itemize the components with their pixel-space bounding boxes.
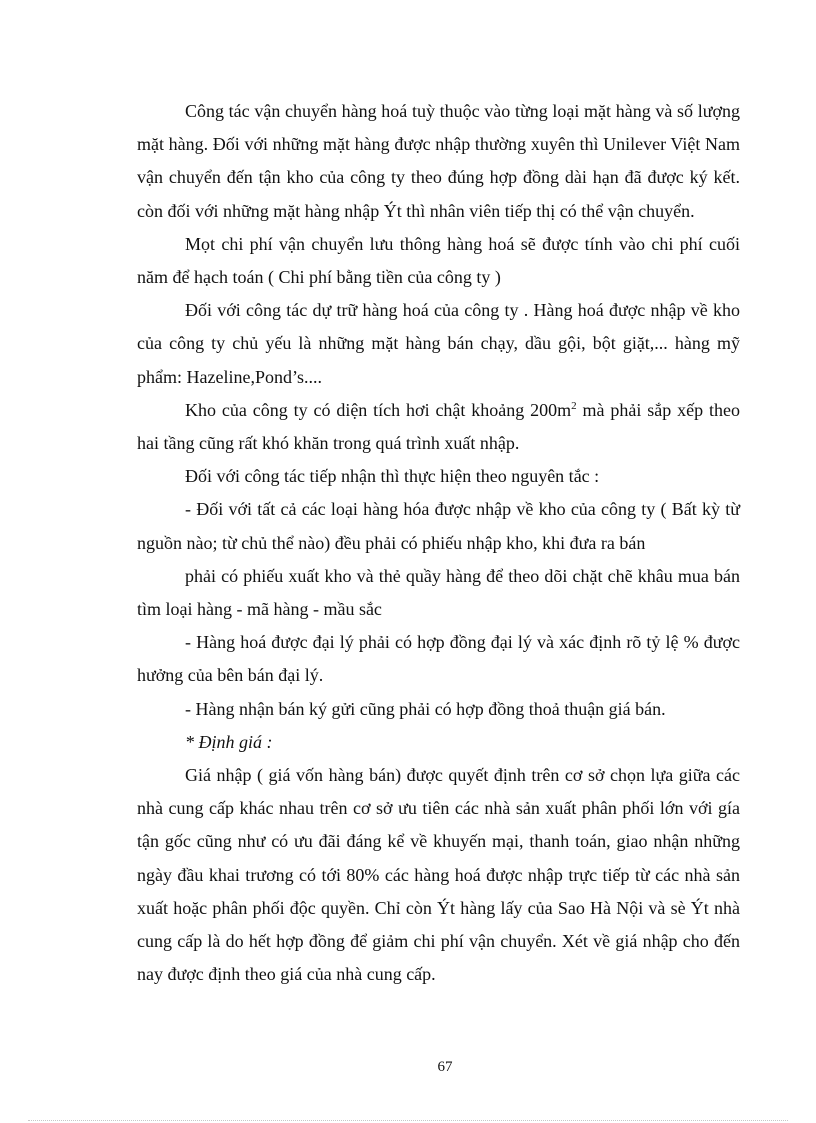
document-body bbox=[137, 95, 740, 991]
paragraph-inventory: Đối với công tác dự trữ hàng hoá của công ty . Hàng hoá được nhập về kho của công ty chủ yếu là những mặt hàng bán chạy, dầu gội, bột giặt,... hàng mỹ phẩm: Hazeline,Pond’s.... bbox=[137, 300, 740, 387]
paragraph-receiving-principle: Đối với công tác tiếp nhận thì thực hiện theo nguyên tắc : bbox=[185, 466, 600, 487]
paragraph-warehouse bbox=[137, 394, 740, 460]
area-superscript: 2 bbox=[571, 399, 577, 412]
paragraph-transport: Công tác vận chuyển hàng hoá tuỳ thuộc vào từng loại mặt hàng và số lượng mặt hàng. Đối với những mặt hàng được nhập thường xuyên thì Unilever Việt Nam vận chuyển đến tận kho của công ty theo đúng hợp đồng dài hạn đã được ký kết. còn đối với những mặt hàng nhập Ýt thì nhân viên tiếp thị có thể vận chuyển. bbox=[137, 101, 740, 221]
page-number: 67 bbox=[437, 1059, 453, 1075]
warehouse-text: Kho của công ty có diện tích hơi chật khoảng 200m bbox=[185, 399, 572, 420]
warehouse-text-cont: mà phải sắp xếp theo hai tầng cũng rất khó khăn trong quá trình xuất nhập. bbox=[137, 399, 740, 454]
list-item-receipt-cont: phải có phiếu xuất kho và thẻ quầy hàng để theo dõi chặt chẽ khâu mua bán tìm loại hàng - mã hàng - mầu sắc bbox=[137, 565, 740, 620]
list-item-consignment: - Hàng nhận bán ký gửi cũng phải có hợp đồng thoả thuận giá bán. bbox=[185, 698, 666, 719]
paragraph-pricing: Giá nhập ( giá vốn hàng bán) được quyết định trên cơ sở chọn lựa giữa các nhà cung cấp khác nhau trên cơ sở ưu tiên các nhà sản xuất phân phối lớn với gía tận gốc cũng như có ưu đãi đáng kể về khuyến mại, thanh toán, giao nhận những ngày đầu khai trương có tới 80% các hàng hoá được nhập trực tiếp từ các nhà sản xuất hoặc phân phối độc quyền. Chỉ còn Ýt hàng lấy của Sao Hà Nội và sè Ýt nhà cung cấp là do hết hợp đồng để giảm chi phí vận chuyển. Xét về giá nhập cho đến nay được định theo giá của nhà cung cấp. bbox=[137, 765, 740, 985]
section-heading-pricing: * Định giá : bbox=[185, 731, 273, 752]
footer-divider bbox=[28, 1120, 788, 1121]
list-item-receipt: - Đối với tất cả các loại hàng hóa được nhập về kho của công ty ( Bất kỳ từ nguồn nào; từ chủ thể nào) đều phải có phiếu nhập kho, khi đưa ra bán bbox=[137, 499, 740, 553]
paragraph-transport-cost: Mọt chi phí vận chuyển lưu thông hàng hoá sẽ được tính vào chi phí cuối năm để hạch toán ( Chi phí bằng tiền của công ty ) bbox=[137, 233, 740, 288]
list-item-agency: - Hàng hoá được đại lý phải có hợp đồng đại lý và xác định rõ tỷ lệ % được hưởng của bên bán đại lý. bbox=[137, 632, 740, 686]
